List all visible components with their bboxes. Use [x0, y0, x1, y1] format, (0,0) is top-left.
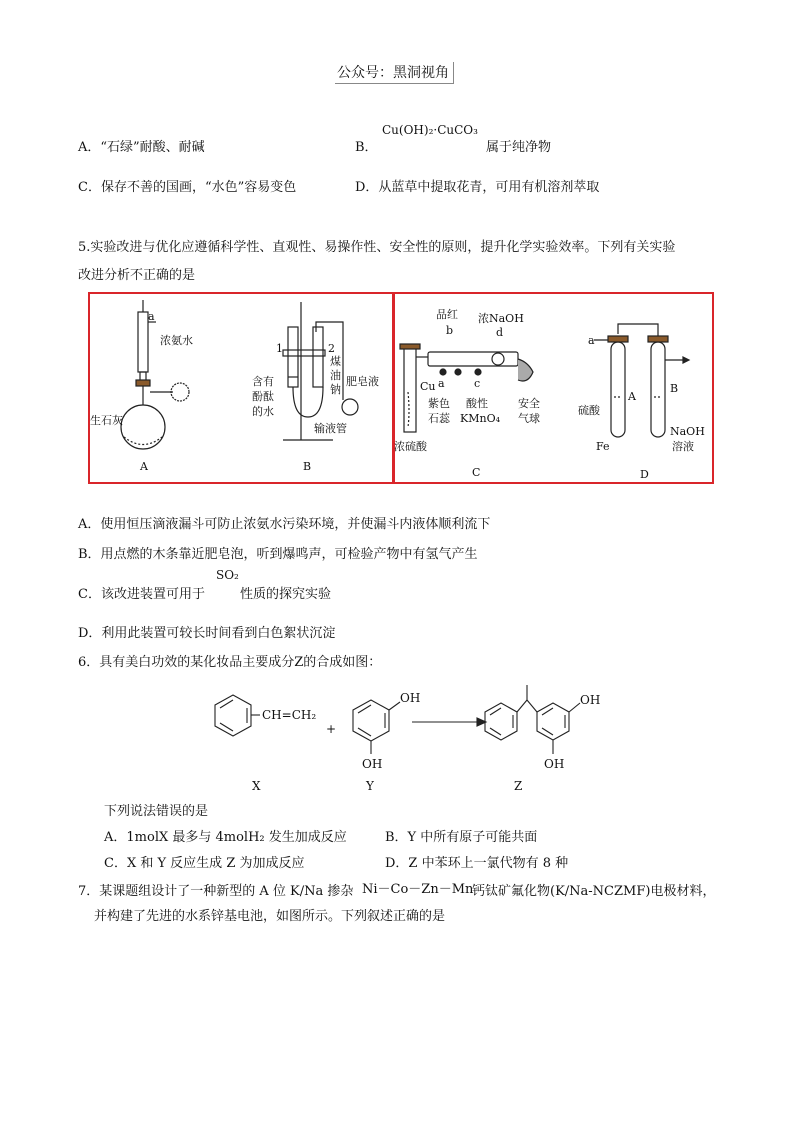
q6-stem: 6．具有美白功效的某化妆品主要成分Z的合成如图：	[78, 655, 382, 670]
fig-a-caption: A	[140, 460, 148, 473]
fig-c-label-naoh: 浓NaOH	[478, 312, 524, 325]
fig-c-caption: C	[472, 466, 481, 479]
fig-d-label-A: A	[628, 390, 636, 403]
z-oh-bottom: OH	[544, 757, 565, 771]
q6-sub-stem: 下列说法错误的是	[104, 804, 209, 819]
fig-c-label-c: c	[474, 377, 481, 390]
molecule-z	[485, 685, 580, 754]
fig-a-label-ammonia: 浓氨水	[160, 334, 193, 347]
fig-d-label-fe: Fe	[596, 440, 610, 453]
fig-b-label-feizao: 肥皂液	[346, 375, 379, 388]
fig-d-label-naoh: NaOH	[670, 425, 705, 438]
q5-option-a: A．使用恒压滴液漏斗可防止浓氨水污染环境，并使漏斗内液体顺利流下	[78, 517, 491, 532]
q4-option-b-suffix: 属于纯净物	[486, 140, 552, 155]
fig-b-label-you: 油	[330, 369, 341, 382]
q5-option-c-suffix: 性质的探究实验	[240, 587, 332, 602]
reaction-plus: +	[326, 722, 337, 736]
q6-option-d: D．Z 中苯环上一氯代物有 8 种	[385, 856, 569, 871]
q5-option-c-formula: SO₂	[216, 568, 239, 582]
fig-b-label-2: 2	[328, 342, 335, 355]
fig-b-label-1: 1	[276, 342, 283, 355]
z-oh-top: OH	[580, 693, 601, 707]
fig-c-label-cu: Cu	[420, 380, 436, 393]
fig-c-label-shirui: 石蕊	[428, 412, 450, 425]
watermark: 公众号：黑洞视角	[335, 62, 454, 84]
fig-b-caption: B	[303, 460, 312, 473]
fig-c-label-anquan: 安全	[518, 397, 540, 410]
fig-d-label-liusuan: 硫酸	[578, 404, 600, 417]
q7-line1-part1: 7．某课题组设计了一种新型的 A 位 K/Na 掺杂	[78, 884, 354, 899]
fig-b-label-hanyou: 含有	[252, 375, 274, 388]
apparatus-a	[121, 300, 189, 449]
q5-option-d: D．利用此装置可较长时间看到白色絮状沉淀	[78, 626, 336, 641]
molecule-x	[215, 695, 260, 736]
q4-option-d: D．从蓝草中提取花青，可用有机溶剂萃取	[355, 180, 600, 195]
fig-c-label-d: d	[496, 326, 504, 339]
fig-d-label-B: B	[670, 382, 679, 395]
fig-c-label-nongliusuan: 浓硫酸	[394, 440, 427, 453]
q5-stem-line1: 5.实验改进与优化应遵循科学性、直观性、易操作性、安全性的原则，提升化学实验效率。下列有关实验	[78, 240, 676, 255]
q4-option-b-formula: Cu(OH)₂·CuCO₃	[382, 123, 478, 137]
molecule-y	[353, 700, 400, 754]
label-x: X	[252, 779, 261, 793]
q5-apparatus-diagram	[88, 292, 712, 484]
q4-option-a: A．“石绿”耐酸、耐碱	[78, 140, 205, 155]
q7-line1-part2: 钙钛矿氟化物(K/Na-NCZMF)电极材料，	[472, 884, 716, 899]
x-vinyl-group: CH=CH₂	[262, 708, 317, 722]
fig-d-label-a: a	[588, 334, 595, 347]
fig-c-label-a: a	[438, 377, 445, 390]
fig-b-label-guan: 输液管	[314, 422, 347, 435]
fig-c-label-qiqiu: 气球	[518, 412, 540, 425]
q5-option-b: B．用点燃的木条靠近肥皂泡，听到爆鸣声，可检验产物中有氢气产生	[78, 547, 478, 562]
fig-d-caption: D	[640, 468, 649, 481]
label-z: Z	[514, 779, 523, 793]
fig-b-label-shui: 的水	[252, 405, 274, 418]
fig-a-label-a: a	[148, 310, 155, 323]
fig-b-label-mei: 煤	[330, 355, 341, 368]
q6-option-b: B．Y 中所有原子可能共面	[385, 830, 538, 845]
apparatus-b	[283, 302, 358, 440]
fig-c-label-kmno4: KMnO₄	[460, 412, 500, 425]
y-oh-top: OH	[400, 691, 421, 705]
q6-option-c: C．X 和 Y 反应生成 Z 为加成反应	[104, 856, 305, 871]
apparatus-d	[594, 324, 689, 437]
q4-option-b-prefix: B．	[355, 140, 378, 155]
q4-option-b	[355, 136, 378, 155]
q6-reaction-scheme	[190, 670, 630, 798]
fig-c-label-suanxing: 酸性	[466, 397, 488, 410]
y-oh-bottom: OH	[362, 757, 383, 771]
fig-d-label-rongye: 溶液	[672, 440, 694, 453]
fig-b-label-na: 钠	[330, 383, 341, 396]
q4-option-c: C．保存不善的国画，“水色”容易变色	[78, 180, 297, 195]
q5-stem-line2: 改进分析不正确的是	[78, 268, 196, 283]
fig-c-label-zise: 紫色	[428, 397, 450, 410]
fig-c-label-pinhong: 品红	[436, 308, 458, 321]
q7-line1-formula: Ni－Co－Zn－Mn	[362, 882, 474, 897]
q7-line2: 并构建了先进的水系锌基电池，如图所示。下列叙述正确的是	[94, 909, 446, 924]
label-y: Y	[366, 779, 374, 793]
fig-b-label-fenzhi: 酚酞	[252, 390, 274, 403]
q6-option-a: A．1molX 最多与 4molH₂ 发生加成反应	[104, 830, 347, 845]
q5-option-c-prefix: C．该改进装置可用于	[78, 587, 205, 602]
fig-a-label-lime: 生石灰	[90, 414, 123, 427]
fig-c-label-b: b	[446, 324, 454, 337]
